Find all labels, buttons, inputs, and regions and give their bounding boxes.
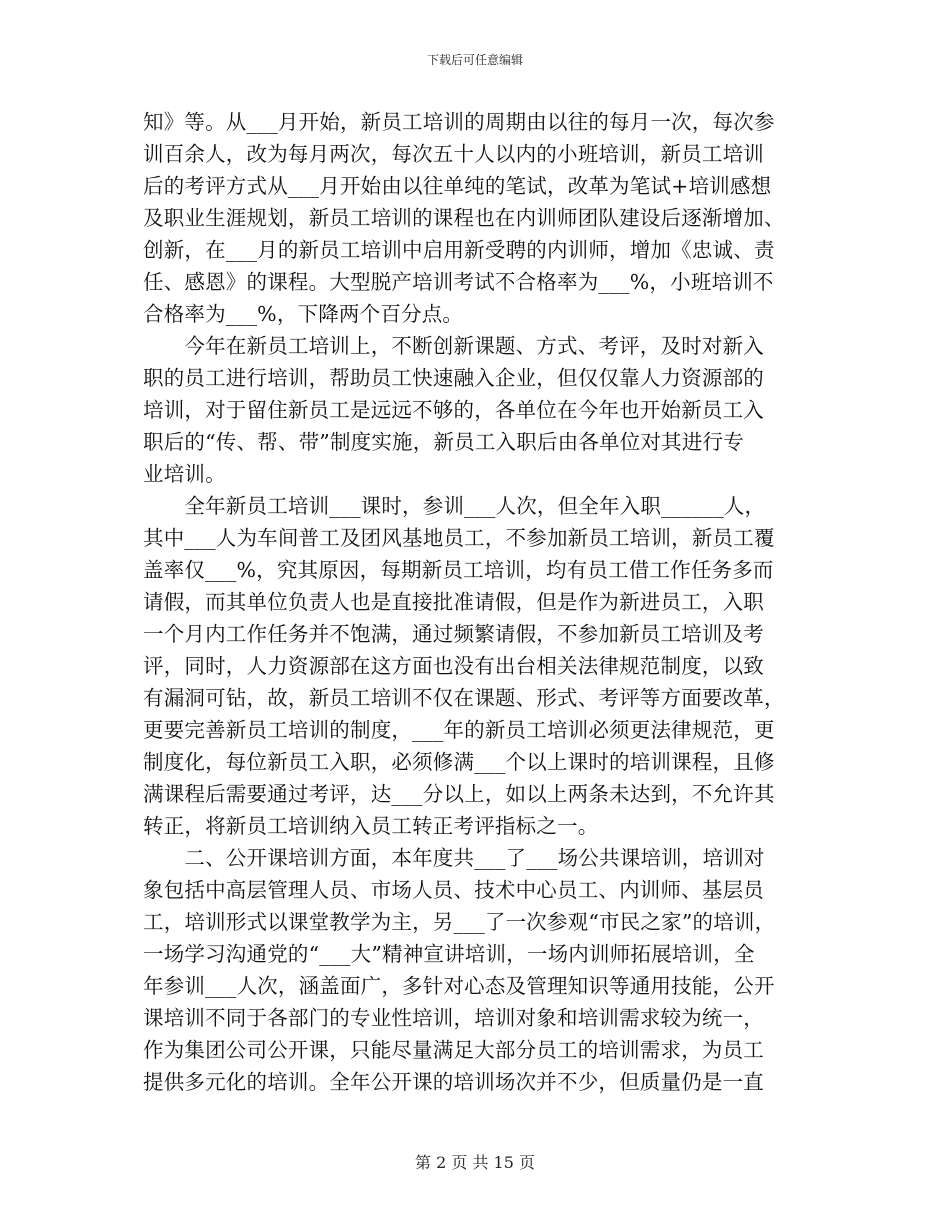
text-line: 职后的“传、帮、带”制度实施，新员工入职后由各单位对其进行专 — [143, 430, 744, 454]
text-line: 及职业生涯规划，新员工培训的课程也在内训师团队建设后逐渐增加、 — [143, 206, 785, 230]
text-line: 年参训___人次，涵盖面广，多针对心态及管理知识等通用技能，公开 — [143, 974, 775, 998]
text-line: 课培训不同于各部门的专业性培训，培训对象和培训需求较为统一， — [143, 1006, 764, 1030]
text-line: 工，培训形式以课堂教学为主，另___了一次参观“市民之家”的培训， — [143, 910, 776, 934]
text-line: 更要完善新员工培训的制度，___年的新员工培训必须更法律规范，更 — [143, 718, 775, 742]
document-body — [143, 106, 803, 1098]
page-header-note: 下载后可任意编辑 — [426, 53, 523, 67]
text-line: 其中___人为车间普工及团风基地员工，不参加新员工培训，新员工覆 — [143, 526, 775, 550]
text-line: 创新，在___月的新员工培训中启用新受聘的内训师，增加《忠诚、责 — [143, 238, 775, 262]
text-line: 后的考评方式从___月开始由以往单纯的笔试，改革为笔试+培训感想 — [143, 174, 772, 198]
text-line: 评，同时，人力资源部在这方面也没有出台相关法律规范制度，以致 — [143, 654, 764, 678]
text-line: 培训，对于留住新员工是远远不够的，各单位在今年也开始新员工入 — [143, 398, 764, 422]
text-line: 满课程后需要通过考评，达___分以上，如以上两条未达到，不允许其 — [143, 782, 775, 806]
text-line: 训百余人，改为每月两次，每次五十人以内的小班培训，新员工培训 — [143, 142, 764, 166]
text-line: 业培训。 — [143, 462, 226, 486]
text-line: 请假，而其单位负责人也是直接批准请假，但是作为新进员工，入职 — [143, 590, 764, 614]
text-line: 一个月内工作任务并不饱满，通过频繁请假，不参加新员工培训及考 — [143, 622, 764, 646]
text-line: 合格率为___%，下降两个百分点。 — [143, 302, 464, 326]
text-line: 一场学习沟通党的“___大”精神宣讲培训，一场内训师拓展培训，全 — [143, 942, 755, 966]
text-line: 作为集团公司公开课，只能尽量满足大部分员工的培训需求，为员工 — [143, 1038, 764, 1062]
text-line: 象包括中高层管理人员、市场人员、技术中心员工、内训师、基层员 — [143, 878, 764, 902]
text-line: 全年新员工培训___课时，参训___人次，但全年入职______人， — [143, 494, 766, 518]
text-line: 职的员工进行培训，帮助员工快速融入企业，但仅仅靠人力资源部的 — [143, 366, 764, 390]
text-line: 提供多元化的培训。全年公开课的培训场次并不少，但质量仍是一直 — [143, 1070, 764, 1094]
text-line: 盖率仅___%，究其原因，每期新员工培训，均有员工借工作任务多而 — [143, 558, 774, 582]
page-number: 第 2 页 共 15 页 — [415, 1153, 535, 1172]
text-line: 转正，将新员工培训纳入员工转正考评指标之一。 — [143, 814, 599, 838]
text-line: 任、感恩》的课程。大型脱产培训考试不合格率为___%，小班培训不 — [143, 270, 774, 294]
text-line: 二、公开课培训方面，本年度共___了___场公共课培训，培训对 — [143, 846, 765, 870]
text-line: 今年在新员工培训上，不断创新课题、方式、考评，及时对新入 — [143, 334, 764, 358]
text-line: 知》等。从___月开始，新员工培训的周期由以往的每月一次，每次参 — [143, 110, 775, 134]
text-line: 有漏洞可钻，故，新员工培训不仅在课题、形式、考评等方面要改革， — [143, 686, 785, 710]
text-line: 制度化，每位新员工入职，必须修满___个以上课时的培训课程，且修 — [143, 750, 775, 774]
